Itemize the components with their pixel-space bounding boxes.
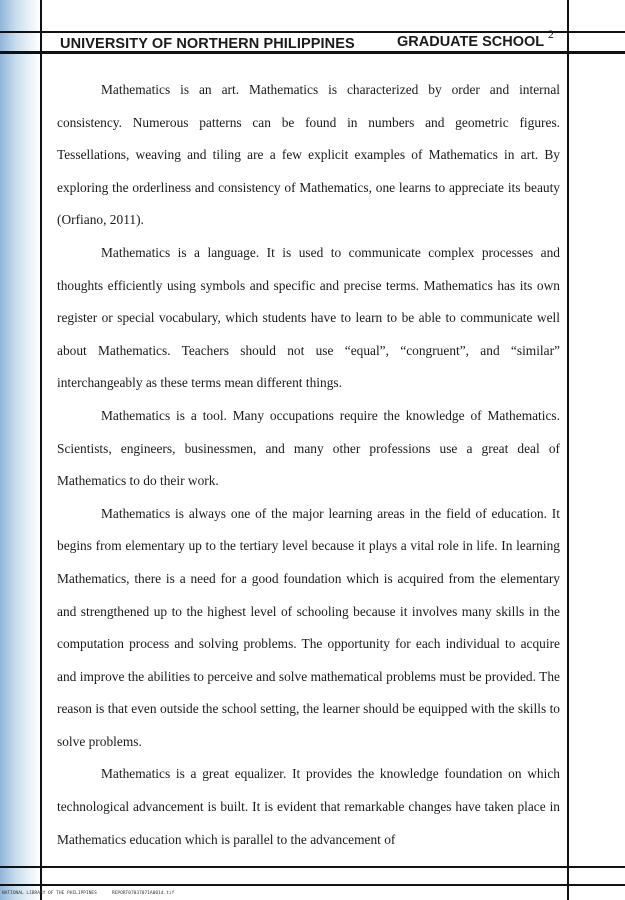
footer-bottom-rule (0, 884, 625, 886)
scan-id: REPORT07037071A0014.tif (112, 891, 175, 896)
school-name: GRADUATE SCHOOL (397, 34, 545, 50)
university-name: UNIVERSITY OF NORTHERN PHILIPPINES (60, 36, 355, 52)
right-border-line (567, 0, 569, 900)
paragraph-language: Mathematics is a language. It is used to communicate complex processes and thoughts efficiently using symbols and specific and precise terms. Mathematics has its own register or special vocabulary, which students have to learn to be able to communicate well about Mathematics. Teachers should not use “equal”, “congruent”, and “similar” interchangeably as these terms mean different things. (57, 244, 560, 391)
library-stamp: NATIONAL LIBRARY OF THE PHILIPPINES (2, 891, 97, 896)
paragraph-equalizer: Mathematics is a great equalizer. It provides the knowledge foundation on which technological advancement is built. It is evident that remarkable changes have taken place in Mathematics education which is parallel to the advancement of (57, 766, 560, 847)
footer-top-rule (0, 866, 625, 868)
paragraph-tool: Mathematics is a tool. Many occupations require the knowledge of Mathematics. Scientists, engineers, businessmen, and many other professions use a great deal of Mathematics to do their work. (57, 407, 560, 489)
paragraph-art: Mathematics is an art. Mathematics is characterized by order and internal consistency. Numerous patterns can be found in numbers and geometric figures. Tessellations, weaving and tiling are a few explicit examples of Mathematics in art. By exploring the orderliness and consistency of Mathematics, one learns to appreciate its beauty (Orfiano, 2011). (57, 82, 560, 228)
page-number: 2 (548, 27, 554, 41)
document-body (57, 74, 560, 856)
paragraph-education: Mathematics is always one of the major learning areas in the field of education. It begins from elementary up to the tertiary level because it plays a vital role in life. In learning Mathematics, there is a need for a good foundation which is acquired from the elementary and strengthened up to the highest level of schooling because it involves many skills in the computation process and solving problems. The opportunity for each individual to acquire and improve the abilities to perceive and solve mathematical problems must be provided. The reason is that even outside the school setting, the learner should be equipped with the skills to solve problems. (57, 505, 560, 749)
left-border-line (40, 0, 42, 900)
binding-margin-strip (0, 0, 40, 900)
header-top-rule (0, 31, 625, 33)
